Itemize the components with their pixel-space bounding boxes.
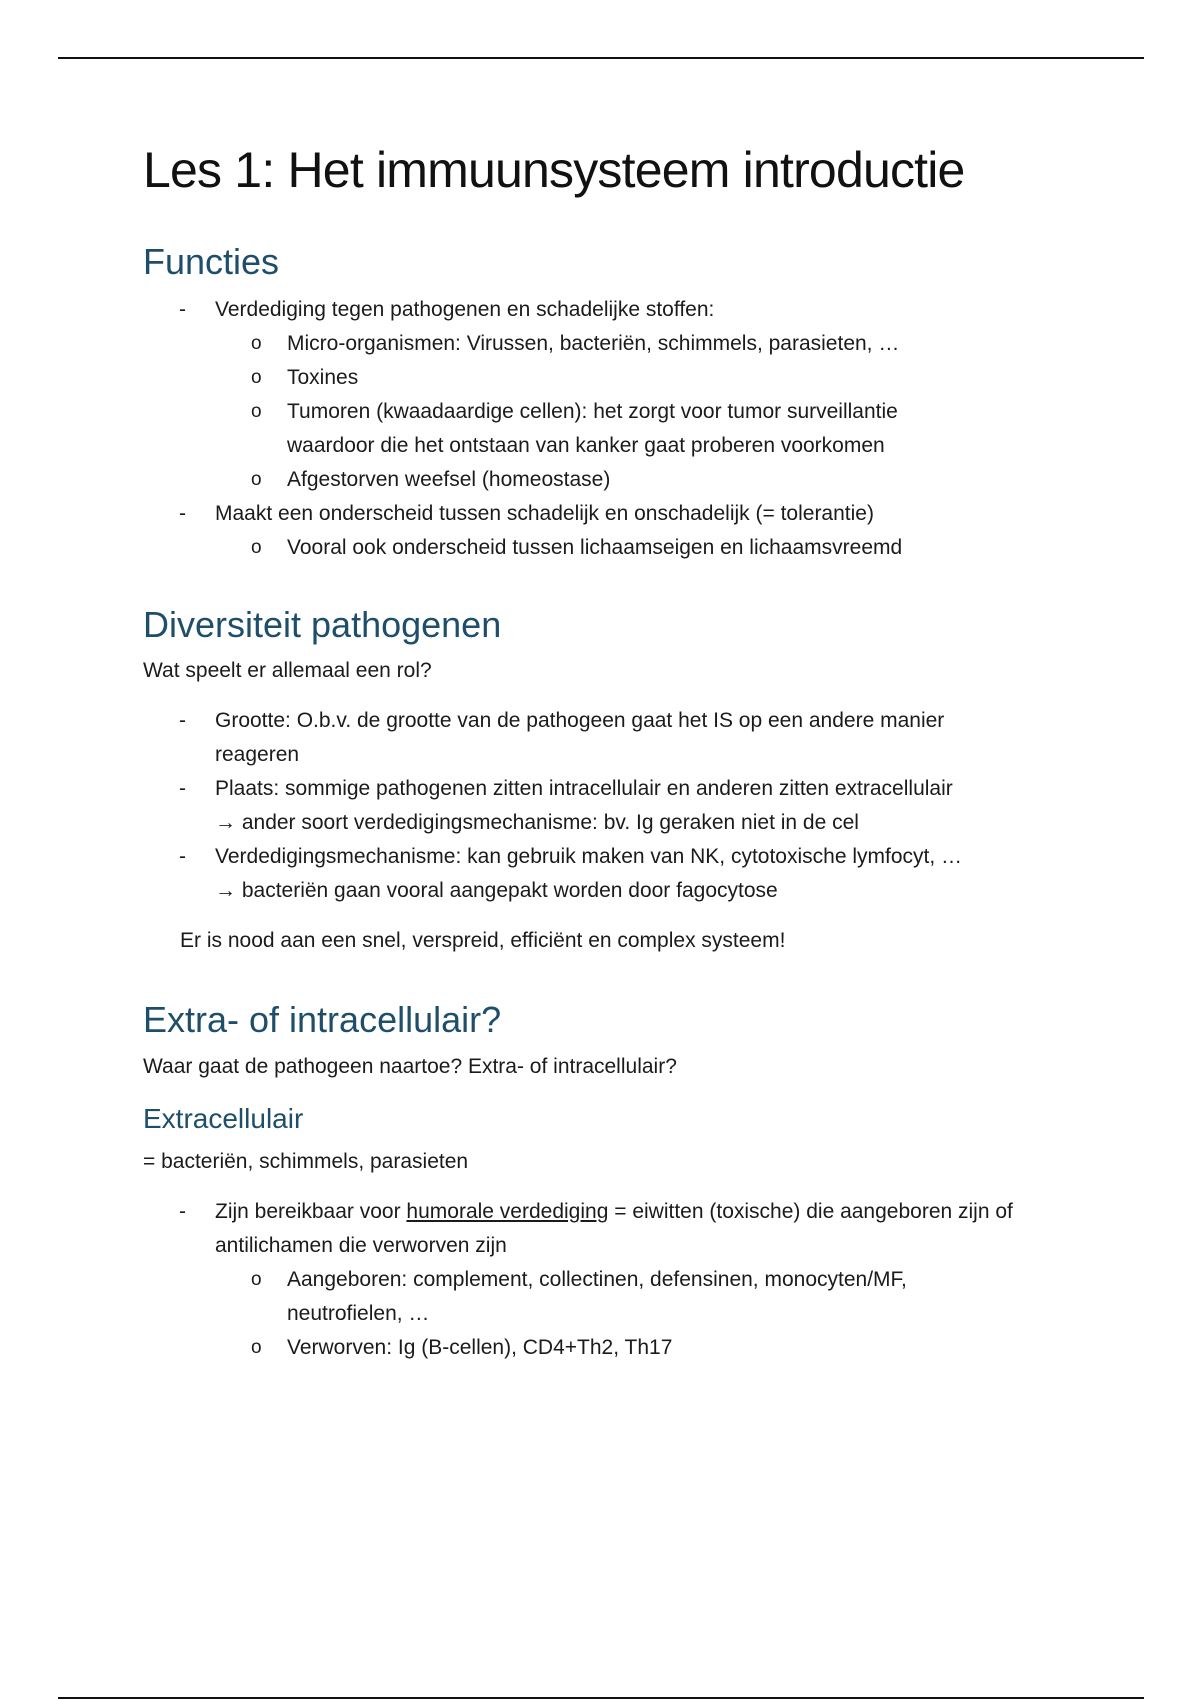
- list-item-text-after: = eiwitten (toxische) die aangeboren zijn of antilichamen die verworven zijn: [215, 1200, 1013, 1258]
- sublist-item: o Toxines: [215, 361, 1073, 395]
- extracellulair-list: [143, 1195, 1073, 1365]
- diversiteit-list: [143, 704, 1073, 908]
- underlined-term: humorale verdediging: [406, 1200, 609, 1224]
- sublist-item: o Micro-organismen: Virussen, bacteriën, schimmels, parasieten, …: [215, 327, 1073, 361]
- subsection-heading-extracellulair: Extracellulair: [143, 1102, 304, 1134]
- sublist-item: o Afgestorven weefsel (homeostase): [215, 463, 1073, 497]
- list-item: [143, 293, 1073, 497]
- list-item-text: Grootte: O.b.v. de grootte van de pathogeen gaat het IS op een andere manier reageren: [215, 709, 945, 767]
- sublist-item: o Tumoren (kwaadaardige cellen): het zorgt voor tumor surveillantie waardoor die het ontstaan van kanker gaat proberen voorkomen: [215, 395, 1073, 463]
- top-rule: [58, 57, 1144, 59]
- list-item-text: Maakt een onderscheid tussen schadelijk en onschadelijk (= tolerantie): [215, 502, 874, 526]
- list-item-arrow-text: → ander soort verdedigingsmechanisme: bv. Ig geraken niet in de cel: [215, 811, 859, 835]
- section-heading-functies: Functies: [143, 241, 280, 282]
- list-item-text: - Plaats: sommige pathogenen zitten intracellulair en anderen zitten extracellulair: [215, 777, 953, 801]
- diversiteit-conclusion: Er is nood aan een snel, verspreid, efficiënt en complex systeem!: [180, 929, 786, 953]
- section-heading-extra-intra: Extra- of intracellulair?: [143, 999, 502, 1041]
- list-item: [143, 497, 1073, 565]
- sublist: [215, 531, 1073, 565]
- page-title: Les 1: Het immuunsysteem introductie: [143, 142, 965, 198]
- extra-intra-intro: Waar gaat de pathogeen naartoe? Extra- of intracellulair?: [143, 1054, 677, 1078]
- diversiteit-intro: Wat speelt er allemaal een rol?: [143, 659, 432, 683]
- section-heading-diversiteit: Diversiteit pathogenen: [143, 604, 502, 646]
- list-item-text-before: Zijn bereikbaar voor: [215, 1200, 407, 1224]
- list-item-text: - Verdedigingsmechanisme: kan gebruik maken van NK, cytotoxische lymfocyt, …: [215, 845, 963, 869]
- functies-list: [143, 293, 1073, 565]
- list-item: [143, 772, 1073, 840]
- sublist-item: o Vooral ook onderscheid tussen lichaamseigen en lichaamsvreemd: [215, 531, 1073, 565]
- list-item-arrow-text: → bacteriën gaan vooral aangepakt worden door fagocytose: [215, 879, 778, 903]
- document-page: [143, 140, 1073, 1365]
- sublist: [215, 1263, 1033, 1365]
- list-item: [143, 1195, 1073, 1365]
- bottom-rule: [58, 1697, 1144, 1699]
- sublist-item: o Verworven: Ig (B-cellen), CD4+Th2, Th17: [215, 1331, 1033, 1365]
- list-item-text: Verdediging tegen pathogenen en schadelijke stoffen:: [215, 298, 715, 322]
- list-item: [143, 704, 1073, 772]
- extracellulair-intro: = bacteriën, schimmels, parasieten: [143, 1150, 469, 1174]
- sublist: [215, 327, 1073, 497]
- list-item: [143, 840, 1073, 908]
- sublist-item: o Aangeboren: complement, collectinen, defensinen, monocyten/MF, neutrofielen, …: [215, 1263, 1033, 1331]
